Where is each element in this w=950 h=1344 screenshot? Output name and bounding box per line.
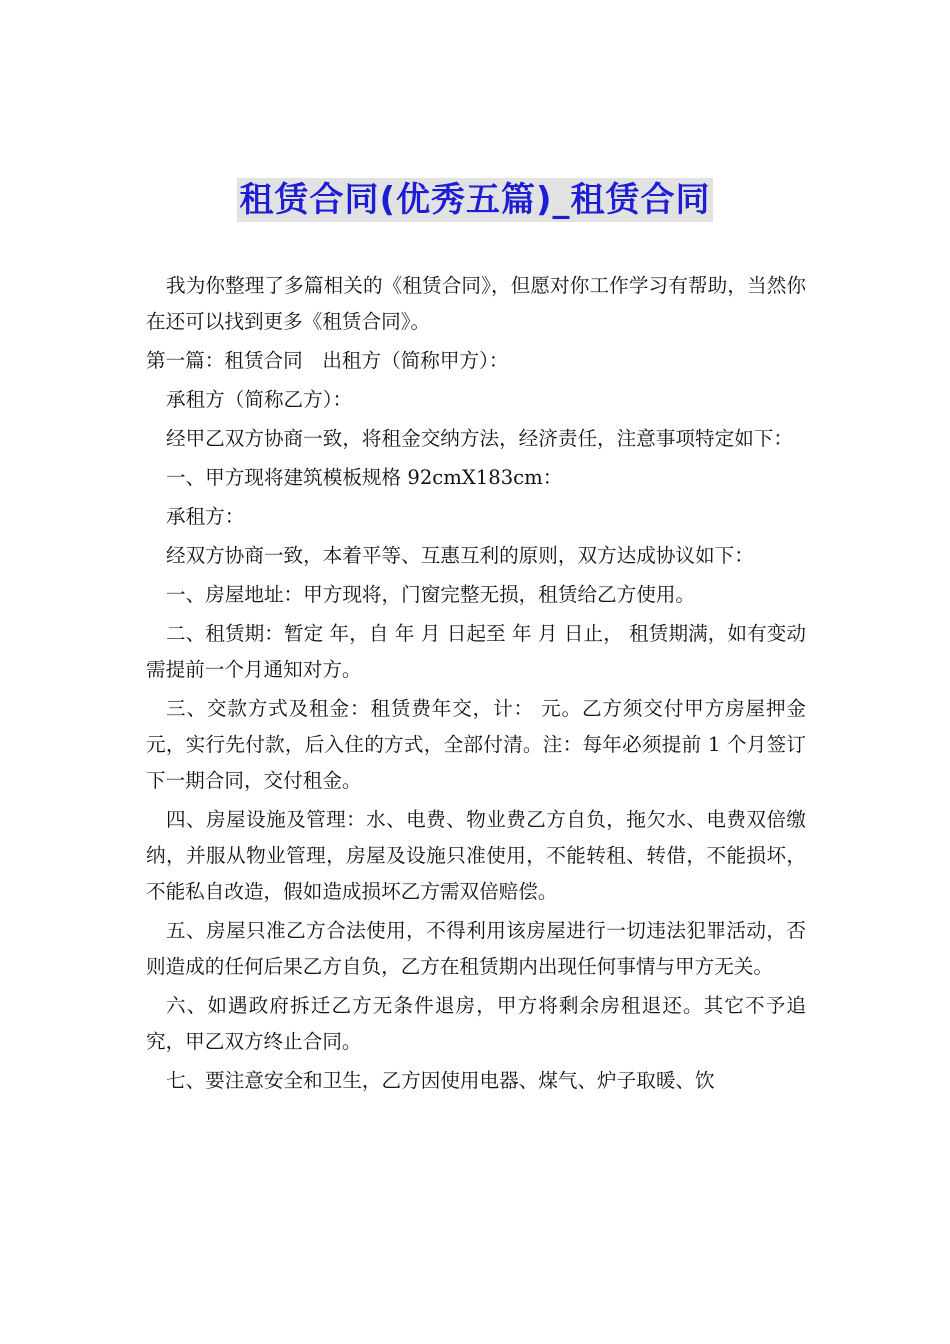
- paragraph: 七、要注意安全和卫生，乙方因使用电器、煤气、炉子取暖、饮: [166, 1069, 715, 1092]
- paragraph: 经甲乙双方协商一致，将租金交纳方法，经济责任，注意事项特定如下：: [166, 427, 793, 450]
- paragraph: 三、交款方式及租金：租赁费年交，计： 元。乙方须交付甲方房屋押金 元，实行先付款，后入住的方式，全部付清。注：每年必须提前 1 个月签订下一期合同，交付租金。: [146, 697, 806, 792]
- paragraph: 一、房屋地址：甲方现将，门窗完整无损，租赁给乙方使用。: [166, 583, 696, 606]
- paragraph: 五、房屋只准乙方合法使用，不得利用该房屋进行一切违法犯罪活动，否则造成的任何后果乙方自负，乙方在租赁期内出现任何事情与甲方无关。: [146, 919, 806, 978]
- paragraph: 承租方：: [166, 505, 245, 528]
- paragraph: 经双方协商一致，本着平等、互惠互利的原则，双方达成协议如下：: [166, 544, 754, 567]
- paragraph: 四、房屋设施及管理：水、电费、物业费乙方自负，拖欠水、电费双倍缴纳，并服从物业管理，房屋及设施只准使用，不能转租、转借，不能损坏，不能私自改造，假如造成损坏乙方需双倍赔偿。: [146, 808, 806, 903]
- document-title: 租赁合同(优秀五篇)_租赁合同: [239, 180, 711, 220]
- paragraph: 一、甲方现将建筑模板规格 92cmX183cm：: [166, 466, 563, 489]
- title-area: [0, 178, 950, 222]
- paragraph: 承租方（简称乙方）：: [166, 388, 353, 411]
- document-body: [146, 268, 806, 1102]
- paragraph: 第一篇：租赁合同 出租方（简称甲方）：: [146, 349, 509, 372]
- paragraph: 六、如遇政府拆迁乙方无条件退房，甲方将剩余房租退还。其它不予追究，甲乙双方终止合同。: [146, 994, 806, 1053]
- paragraph: 我为你整理了多篇相关的《租赁合同》，但愿对你工作学习有帮助，当然你在还可以找到更多《租赁合同》。: [146, 274, 806, 333]
- paragraph: 二、租赁期：暂定 年，自 年 月 日起至 年 月 日止， 租赁期满，如有变动需提前一个月通知对方。: [146, 622, 806, 681]
